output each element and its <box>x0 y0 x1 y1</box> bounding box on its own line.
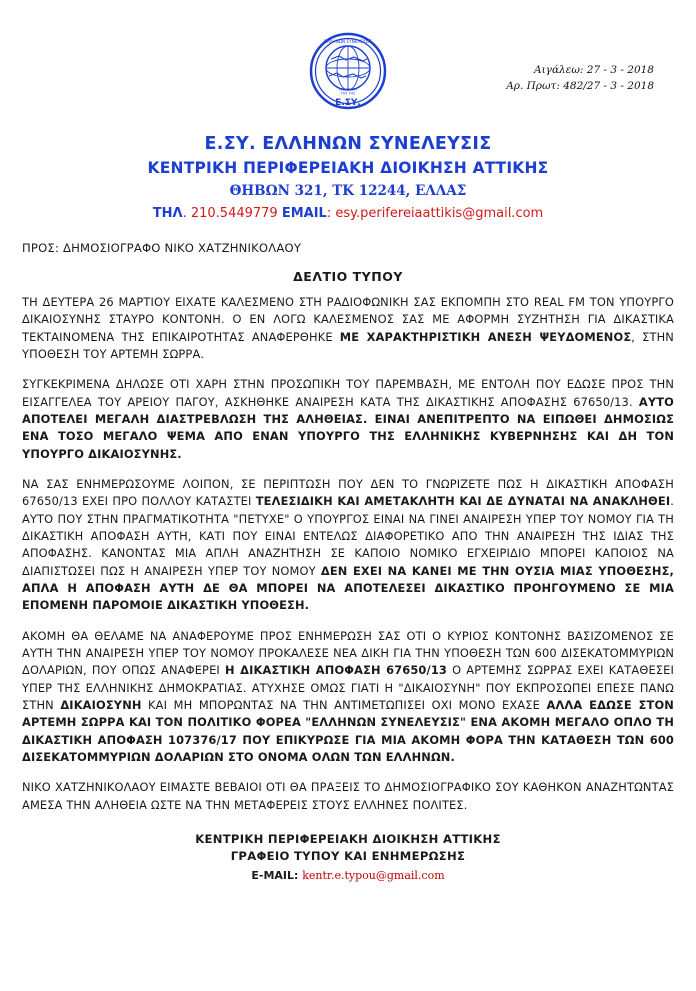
p4-emphasis-2: ΔΙΚΑΙΟΣΥΝΗ <box>60 697 142 712</box>
svg-text:ΕΛΛΗΝΩΝ ΣΥΝΕΛΕΥΣΙΣ: ΕΛΛΗΝΩΝ ΣΥΝΕΛΕΥΣΙΣ <box>324 39 372 44</box>
p2-emphasis: ΑΥΤΟ ΑΠΟΤΕΛΕΙ ΜΕΓΑΛΗ ΔΙΑΣΤΡΕΒΛΩΣΗ ΤΗΣ ΑΛΗΘΕΙΑΣ. ΕΙΝΑΙ ΑΝΕΠΙΤΡΕΠΤΟ ΝΑ ΕΙΠΩΘΕΙ ΔΗΜΟΣΙΩΣ ΕΝΑ ΤΟΣΟ ΜΕΓΑΛΟ ΨΕΜΑ ΑΠΟ ΕΝΑΝ ΥΠΟΥΡΓΟ ΤΗΣ ΕΛΛΗΝΙΚΗΣ ΚΥΒΕΡΝΗΣΗΣ ΚΑΙ ΔΗ ΤΟΝ ΥΠΟΥΡΓΟ ΔΙΚΑΙΟΣΥΝΗΣ. <box>22 394 674 461</box>
organization-name: Ε.ΣΥ. ΕΛΛΗΝΩΝ ΣΥΝΕΛΕΥΣΙΣ <box>204 134 492 154</box>
p4-emphasis-1: Η ΔΙΚΑΣΤΙΚΗ ΑΠΟΦΑΣΗ 67650/13 <box>225 663 447 678</box>
organization-department: ΚΕΝΤΡΙΚΗ ΠΕΡΙΦΕΡΕΙΑΚΗ ΔΙΟΙΚΗΣΗ ΑΤΤΙΚΗΣ <box>147 159 549 177</box>
p1-part-a: ΤΗ ΔΕΥΤΕΡΑ 26 ΜΑΡΤΙΟΥ ΕΙΧΑΤΕ ΚΑΛΕΣΜΕΝΟ ΣΤΗ ΡΑΔΙΟΦΩΝΙΚΗ ΣΑΣ ΕΚΠΟΜΠΗ ΣΤΟ REAL FM ΤΟΝ ΥΠΟΥΡΓΟ ΔΙΚΑΙΟΣΥΝΗΣ ΣΤΑΥΡΟ ΚΟΝΤΟΝΗ. Ο ΕΝ ΛΟΓΩ ΚΑΛΕΣΜΕΝΟΣ ΣΑΣ ΜΕ ΑΦΟΡΜΗ ΣΥΖΗΤΗΣΗ ΓΙΑ ΔΙΚΑΣΤΙΚΑ ΤΕΚΤΑΙΝΟΜΕΝΑ ΤΗΣ ΕΠΙΚΑΙΡΟΤΗΤΑΣ ΑΝΑΦΕΡΘΗΚΕ <box>22 295 674 344</box>
document-title: ΔΕΛΤΙΟ ΤΥΠΟΥ <box>293 269 403 284</box>
footer-department: ΚΕΝΤΡΙΚΗ ΠΕΡΙΦΕΡΕΙΑΚΗ ΔΙΟΙΚΗΣΗ ΑΤΤΙΚΗΣ <box>195 831 501 846</box>
p4-part-c: Ο ΑΡΤΕΜΗΣ ΣΩΡΡΑΣ ΕΧΕΙ ΚΑΤΑΘΕΣΕΙ ΥΠΕΡ ΤΗΣ ΕΛΛΗΝΙΚΗΣ ΔΗΜΟΚΡΑΤΙΑΣ. ΑΤΥΧΗΣΕ ΟΜΩΣ ΓΙΑΤΙ Η "ΔΙΚΑΙΟΣΥΝΗ" ΠΟΥ ΕΚΠΡΟΣΩΠΕΙ ΕΠΕΣΕ ΠΑΝΩ ΣΤΗΝ <box>22 663 675 712</box>
p3-emphasis-1: ΤΕΛΕΣΙΔΙΚΗ ΚΑΙ ΑΜΕΤΑΚΛΗΤΗ ΚΑΙ ΔΕ ΔΥΝΑΤΑΙ ΝΑ ΑΝΑΚΛΗΘΕΙ <box>255 494 671 509</box>
paragraph-4 <box>22 628 674 767</box>
p1-emphasis: ΜΕ ΧΑΡΑΚΤΗΡΙΣΤΙΚΗ ΑΝΕΣΗ ΨΕΥΔΟΜΕΝΟΣ <box>339 329 632 344</box>
tel-value: . 210.5449779 <box>182 206 282 221</box>
footer-email-value: kentr.e.typou@gmail.com <box>302 868 445 882</box>
organization-emblem-icon <box>309 32 387 110</box>
footer-email-line <box>22 869 674 882</box>
email-label: ΕΜΑΙL <box>281 206 327 221</box>
footer-office: ΓΡΑΦΕΙΟ ΤΥΠΟΥ ΚΑΙ ΕΝΗΜΕΡΩΣΗΣ <box>230 848 466 863</box>
document-protocol-number: Αρ. Πρωτ: 482/27 - 3 - 2018 <box>506 80 654 93</box>
tel-label: ΤΗΛ <box>152 206 183 221</box>
footer-email-label: E-MAIL: <box>251 868 303 882</box>
document-date-block <box>506 62 654 95</box>
p3-emphasis-2: ΔΕΝ ΕΧΕΙ ΝΑ ΚΑΝΕΙ ΜΕ ΤΗΝ ΟΥΣΙΑ ΜΙΑΣ ΥΠΟΘΕΣΗΣ, ΑΠΛΑ Η ΑΠΟΦΑΣΗ ΑΥΤΗ ΔΕ ΘΑ ΜΠΟΡΕΙ ΝΑ ΑΠΟΤΕΛΕΣΕΙ ΔΙΚΑΣΤΙΚΟ ΠΡΟΗΓΟΥΜΕΝΟ ΣΕ ΜΙΑ ΕΠΟΜΕΝΗ ΠΑΡΟΜΟΙΕ ΔΙΚΑΣΤΙΚΗ ΥΠΟΘΕΣΗ. <box>22 563 674 613</box>
paragraph-3 <box>22 476 674 615</box>
svg-text:Ε.ΣΥ.: Ε.ΣΥ. <box>335 98 361 108</box>
p3-part-a: ΝΑ ΣΑΣ ΕΝΗΜΕΡΩΣΟΥΜΕ ΛΟΙΠΟΝ, ΣΕ ΠΕΡΙΠΤΩΣΗ ΠΟΥ ΔΕΝ ΤΟ ΓΝΩΡΙΖΕΤΕ ΠΩΣ Η ΔΙΚΑΣΤΙΚΗ ΑΠΟΦΑΣΗ 67650/13 ΕΧΕΙ ΠΡΟ ΠΟΛΛΟΥ ΚΑΤΑΣΤΕΙ <box>22 476 674 509</box>
paragraph-1 <box>22 294 674 363</box>
paragraph-5: ΝΙΚΟ ΧΑΤΖΗΝΙΚΟΛΑΟΥ ΕΙΜΑΣΤΕ ΒΕΒΑΙΟΙ ΟΤΙ ΘΑ ΠΡΑΞΕΙΣ ΤΟ ΔΗΜΟΣΙΟΓΡΑΦΙΚΟ ΣΟΥ ΚΑΘΗΚΟΝ ΑΝΑΖΗΤΩΝΤΑΣ ΑΜΕΣΑ ΤΗΝ ΑΛΗΘΕΙΑ ΩΣΤΕ ΝΑ ΤΗΝ ΜΕΤΑΦΕΡΕΙΣ ΣΤΟΥΣ ΕΛΛΗΝΕΣ ΠΟΛΙΤΕΣ. <box>22 780 674 812</box>
svg-text:ΤΗΣ ΓΗΣ: ΤΗΣ ΓΗΣ <box>340 91 356 96</box>
organization-contact <box>22 206 674 221</box>
paragraph-2 <box>22 376 674 463</box>
organization-title-block <box>22 134 674 221</box>
p4-part-a: ΑΚΟΜΗ ΘΑ ΘΕΛΑΜΕ ΝΑ ΑΝΑΦΕΡΟΥΜΕ ΠΡΟΣ ΕΝΗΜΕΡΩΣΗ ΣΑΣ ΟΤΙ Ο ΚΥΡΙΟΣ ΚΟΝΤΟΝΗΣ ΒΑΣΙΖΟΜΕΝΟΣ ΣΕ ΑΥΤΗ ΤΗΝ ΑΝΑΙΡΕΣΗ ΥΠΕΡ ΤΟΥ ΝΟΜΟΥ ΠΡΟΚΑΛΕΣΕ ΝΕΑ ΔΙΚΗ ΓΙΑ ΤΗΝ ΥΠΟΘΕΣΗ ΤΩΝ 600 ΔΙΣΕΚΑΤΟΜΜΥΡΙΩΝ ΔΟΛΑΡΙΩΝ, ΠΟΥ ΟΠΩΣ ΑΝΑΦΕΡΕΙ <box>22 628 674 678</box>
document-header <box>22 14 674 118</box>
recipient-line: ΠΡΟΣ: ΔΗΜΟΣΙΟΓΡΑΦΟ ΝΙΚΟ ΧΑΤΖΗΝΙΚΟΛΑΟΥ <box>22 241 302 255</box>
p3-part-c: . ΑΥΤΟ ΠΟΥ ΣΤΗΝ ΠΡΑΓΜΑΤΙΚΟΤΗΤΑ "ΠΕΤΥΧΕ" Ο ΥΠΟΥΡΓΟΣ ΕΙΝΑΙ ΝΑ ΓΙΝΕΙ ΑΝΑΙΡΕΣΗ ΥΠΕΡ ΤΟΥ ΝΟΜΟΥ ΓΙΑ ΤΗ ΔΙΚΑΣΤΙΚΗ ΑΠΟΦΑΣΗ ΑΥΤΗ, ΚΑΤΙ ΠΟΥ ΕΙΝΑΙ ΕΝΤΕΛΩΣ ΔΙΑΦΟΡΕΤΙΚΟ ΑΠΟ ΤΗΝ ΑΝΑΙΡΕΣΗ ΤΗΣ ΙΔΙΑΣ ΤΗΣ ΑΠΟΦΑΣΗΣ. ΚΑΝΟΝΤΑΣ ΜΙΑ ΑΠΛΗ ΑΝΑΖΗΤΗΣΗ ΣΕ ΚΑΠΟΙΟ ΝΟΜΙΚΟ ΕΓΧΕΙΡΙΔΙΟ ΜΠΟΡΕΙ ΚΑΠΟΙΟΣ ΝΑ ΔΙΑΠΙΣΤΩΣΕΙ ΠΩΣ Η ΑΝΑΙΡΕΣΗ ΥΠΕΡ ΤΟΥ ΝΟΜΟΥ <box>22 494 674 578</box>
p2-part-a: ΣΥΓΚΕΚΡΙΜΕΝΑ ΔΗΛΩΣΕ ΟΤΙ ΧΑΡΗ ΣΤΗΝ ΠΡΟΣΩΠΙΚΗ ΤΟΥ ΠΑΡΕΜΒΑΣΗ, ΜΕ ΕΝΤΟΛΗ ΠΟΥ ΕΔΩΣΕ ΠΡΟΣ ΤΗΝ ΕΙΣΑΓΓΕΛΕΑ ΤΟΥ ΑΡΕΙΟΥ ΠΑΓΟΥ, ΑΣΚΗΘΗΚΕ ΑΝΑΙΡΕΣΗ ΚΑΤΑ ΤΗΣ ΔΙΚΑΣΤΙΚΗΣ ΑΠΟΦΑΣΗΣ 67650/13. <box>22 377 674 409</box>
p4-emphasis-3: ΑΛΛΑ ΕΔΩΣΕ ΣΤΟΝ ΑΡΤΕΜΗ ΣΩΡΡΑ ΚΑΙ ΤΟΝ ΠΟΛΙΤΙΚΟ ΦΟΡΕΑ "ΕΛΛΗΝΩΝ ΣΥΝΕΛΕΥΣΙΣ" ΕΝΑ ΑΚΟΜΗ ΜΕΓΑΛΟ ΟΠΛΟ ΤΗ ΔΙΚΑΣΤΙΚΗ ΑΠΟΦΑΣΗ 107376/17 ΠΟΥ ΕΠΙΚΥΡΩΣΕ ΓΙΑ ΜΙΑ ΑΚΟΜΗ ΦΟΡΑ ΤΗΝ ΚΑΤΑΘΕΣΗ ΤΩΝ 600 ΔΙΣΕΚΑΤΟΜΜΥΡΙΩΝ ΔΟΛΑΡΙΩΝ ΣΤΟ ΟΝΟΜΑ ΟΛΩΝ ΤΩΝ ΕΛΛΗΝΩΝ. <box>22 697 674 764</box>
p1-part-c: , ΣΤΗΝ ΥΠΟΘΕΣΗ ΤΟΥ ΑΡΤΕΜΗ ΣΩΡΡΑ. <box>22 329 674 361</box>
p4-part-e: ΚΑΙ ΜΗ ΜΠΟΡΩΝΤΑΣ ΝΑ ΤΗΝ ΑΝΤΙΜΕΤΩΠΙΣΕΙ ΟΧΙ ΜΟΝΟ ΕΧΑΣΕ <box>141 697 547 712</box>
organization-address: ΘΗΒΩΝ 321, ΤΚ 12244, ΕΛΛΑΣ <box>229 183 467 199</box>
email-value: : esy.perifereiaattikis@gmail.com <box>326 206 544 221</box>
svg-text:ΠΑΝΤΑΧΟΥ: ΠΑΝΤΑΧΟΥ <box>338 87 358 92</box>
document-footer <box>22 832 674 882</box>
document-date: Αιγάλεω: 27 - 3 - 2018 <box>533 64 654 76</box>
